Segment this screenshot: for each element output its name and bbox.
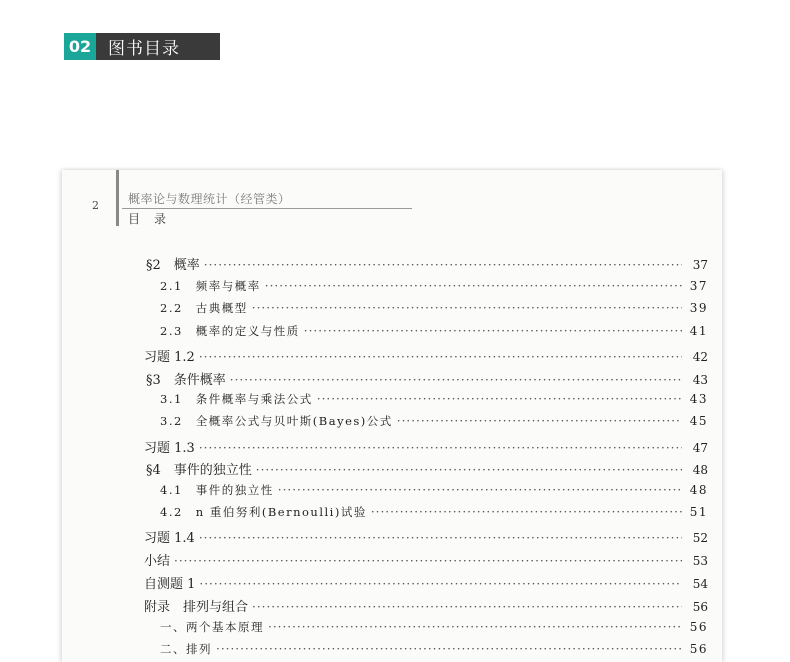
- toc-entry-label: 3.2 全概率公式与贝叶斯(Bayes)公式: [160, 414, 393, 428]
- running-head: 概率论与数理统计（经管类）: [128, 192, 291, 206]
- dot-leader: [230, 373, 682, 387]
- toc-entry-label: 4.1 事件的独立性: [160, 483, 274, 497]
- toc-entry: [160, 504, 708, 524]
- dot-leader: [199, 350, 682, 364]
- dot-leader: [199, 577, 682, 591]
- toc-entry-page: 42: [692, 350, 708, 364]
- toc-entry: [144, 527, 708, 547]
- toc-entry: [144, 596, 708, 616]
- toc-entry-label: 4.2 n 重伯努利(Bernoulli)试验: [160, 505, 367, 519]
- dot-leader: [265, 279, 682, 293]
- section-banner: [64, 33, 220, 60]
- toc-entry-label: §3 条件概率: [146, 373, 226, 388]
- dot-leader: [304, 324, 682, 338]
- toc-entry: [160, 482, 708, 502]
- section-title: 图书目录: [96, 33, 220, 60]
- section-number: 02: [64, 33, 96, 60]
- dot-leader: [256, 463, 682, 477]
- toc-entry: [160, 413, 708, 433]
- dot-leader: [268, 620, 682, 634]
- toc-heading: 目录: [128, 212, 181, 226]
- toc-entry-page: 48: [692, 463, 708, 477]
- dot-leader: [317, 392, 682, 406]
- toc-entry: [160, 391, 708, 411]
- toc-entry: [160, 641, 708, 661]
- toc-entry: [144, 437, 708, 457]
- toc-entry-page: 43: [692, 373, 708, 387]
- toc-entry-page: 53: [692, 554, 708, 568]
- toc-entry-label: 习题 1.4: [144, 531, 195, 546]
- toc-entry-page: 51: [689, 505, 708, 519]
- toc-entry-page: 48: [689, 483, 708, 497]
- dot-leader: [199, 531, 682, 545]
- toc-entry-page: 56: [692, 600, 708, 614]
- toc-entry: [144, 573, 708, 593]
- dot-leader: [397, 414, 682, 428]
- dot-leader: [371, 505, 682, 519]
- dot-leader: [252, 301, 682, 315]
- toc-entry: [144, 550, 708, 570]
- toc-entry: [146, 459, 708, 479]
- toc-entry-label: 小结: [144, 554, 171, 569]
- toc-entry: [160, 323, 708, 343]
- toc-entry-label: 3.1 条件概率与乘法公式: [160, 392, 313, 406]
- toc-entry-page: 39: [689, 301, 708, 315]
- toc-entry-page: 41: [689, 324, 708, 338]
- book-page: [62, 170, 722, 662]
- toc-entry: [146, 254, 708, 274]
- toc-entry-page: 56: [689, 642, 708, 656]
- toc-entry-label: 一、两个基本原理: [160, 620, 264, 634]
- toc-entry: [146, 369, 708, 389]
- dot-leader: [174, 554, 682, 568]
- toc-entry: [160, 300, 708, 320]
- dot-leader: [204, 258, 682, 272]
- toc-entry-page: 54: [692, 577, 708, 591]
- toc-entry-label: 习题 1.3: [144, 441, 195, 456]
- toc-entry-page: 47: [692, 441, 708, 455]
- toc-entry-label: 二、排列: [160, 642, 212, 656]
- toc-entry-label: 习题 1.2: [144, 350, 195, 365]
- toc-entry-page: 37: [692, 258, 708, 272]
- toc-entry-label: §4 事件的独立性: [146, 463, 252, 478]
- page-number: 2: [92, 199, 99, 212]
- table-of-contents: [62, 170, 722, 662]
- toc-entry-page: 56: [689, 620, 708, 634]
- toc-entry: [160, 619, 708, 639]
- dot-leader: [252, 600, 682, 614]
- toc-entry-page: 37: [689, 279, 708, 293]
- toc-entry-label: 自测题 1: [144, 577, 196, 592]
- toc-entry-page: 52: [692, 531, 708, 545]
- toc-entry: [160, 278, 708, 298]
- toc-entry-label: 2.2 古典概型: [160, 301, 248, 315]
- toc-entry: [144, 346, 708, 366]
- toc-entry-page: 43: [689, 392, 708, 406]
- dot-leader: [216, 642, 682, 656]
- toc-entry-label: §2 概率: [146, 258, 200, 273]
- toc-entry-label: 2.1 频率与概率: [160, 279, 261, 293]
- toc-entry-page: 45: [689, 414, 708, 428]
- toc-entry-label: 附录 排列与组合: [144, 600, 249, 615]
- dot-leader: [278, 483, 682, 497]
- toc-entry-label: 2.3 概率的定义与性质: [160, 324, 300, 338]
- dot-leader: [199, 441, 682, 455]
